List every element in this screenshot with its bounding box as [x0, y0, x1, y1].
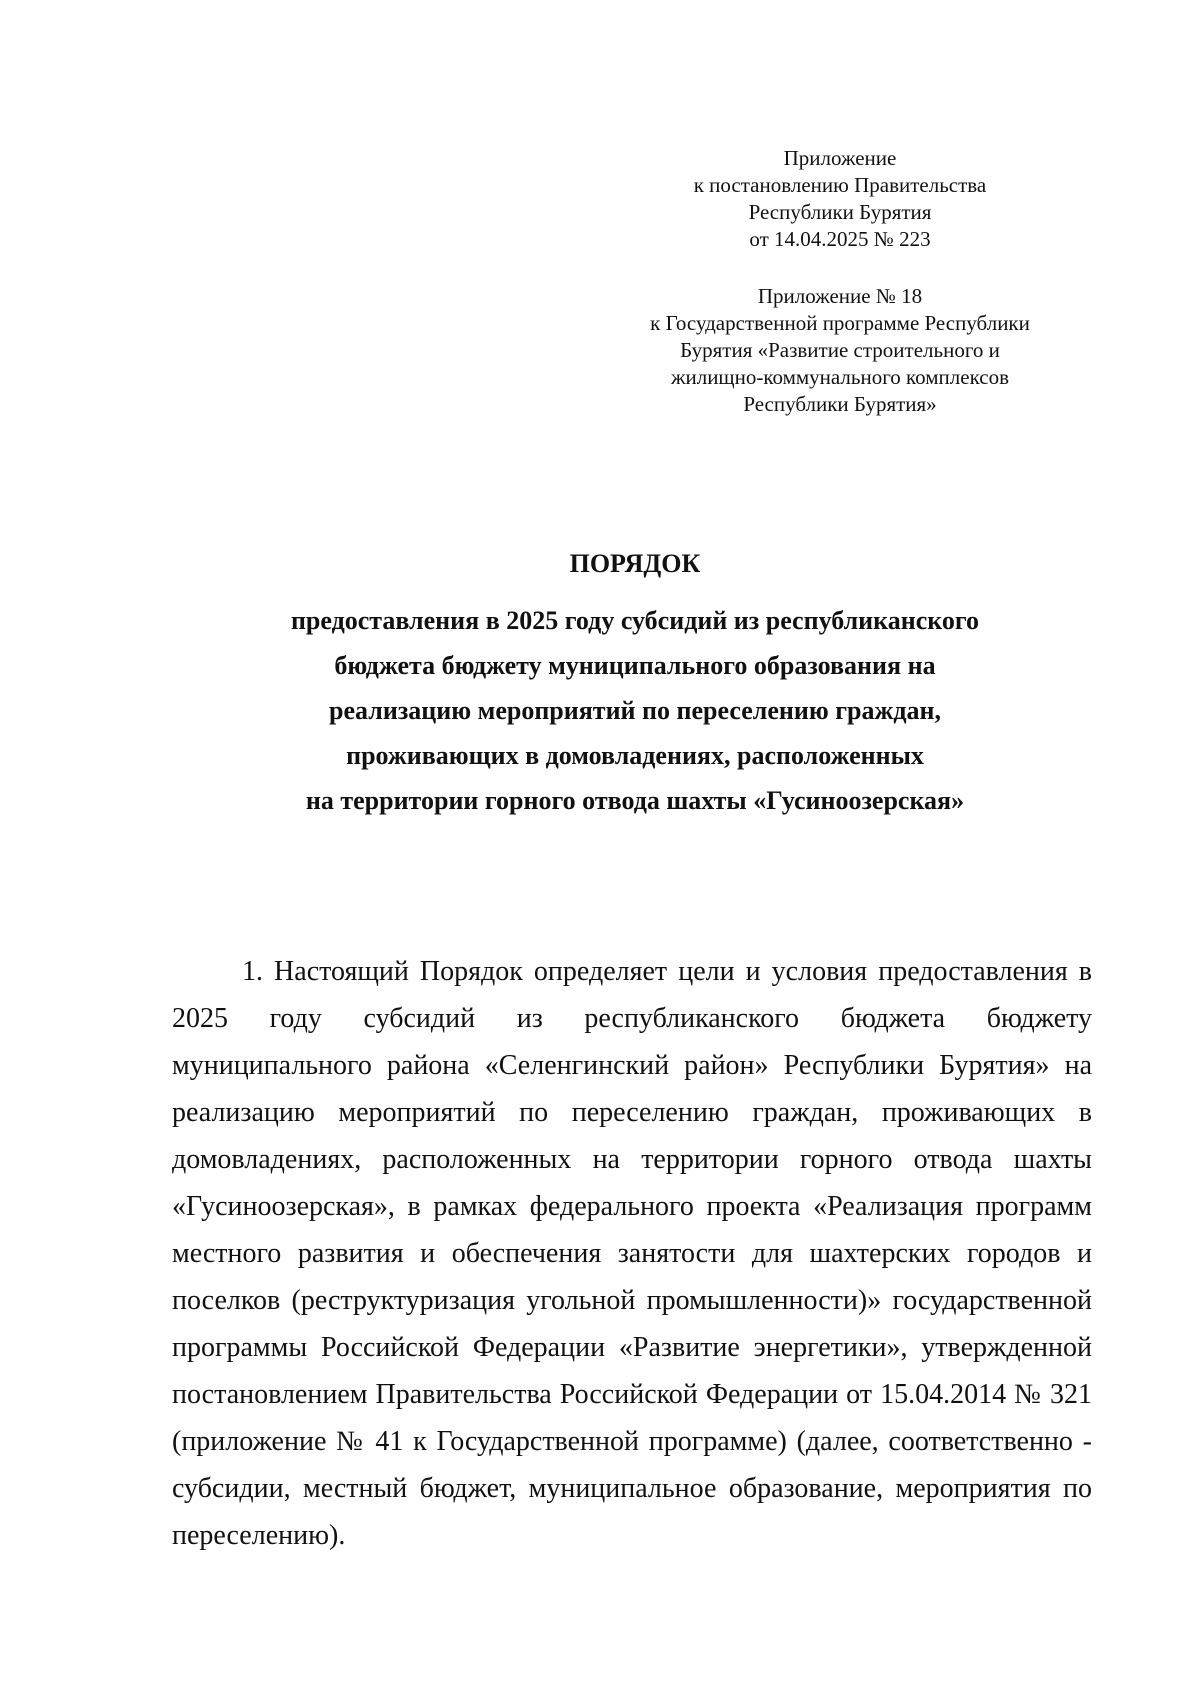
paragraph-1: [172, 948, 1092, 1559]
title-line: бюджета бюджету муниципального образования на: [334, 651, 936, 680]
paragraph-line: переселению).: [172, 1520, 346, 1551]
paragraph-line: «Гусиноозерская», в рамках федерального проекта «Реализация программ: [172, 1191, 1092, 1222]
paragraph-line: 2025 году субсидий из республиканского бюджета бюджету: [172, 1003, 1092, 1034]
attachment-line: Приложение № 18: [757, 284, 923, 308]
title-line: реализацию мероприятий по переселению граждан,: [329, 696, 941, 725]
paragraph-line: местного развития и обеспечения занятости для шахтерских городов и: [172, 1238, 1092, 1269]
paragraph-line: (приложение № 41 к Государственной программе) (далее, соответственно -: [172, 1426, 1092, 1457]
paragraph-line: программы Российской Федерации «Развитие энергетики», утвержденной: [172, 1332, 1092, 1363]
attachment-line: жилищно-коммунального комплексов: [670, 365, 1010, 389]
paragraph-line: поселков (реструктуризация угольной промышленности)» государственной: [172, 1285, 1092, 1316]
paragraph-line: 1. Настоящий Порядок определяет цели и условия предоставления в: [242, 956, 1092, 987]
attachment-line: Приложение: [783, 146, 897, 170]
attachment-line: Бурятия «Развитие строительного и: [680, 338, 1000, 362]
attachment-line: Республики Бурятия: [748, 200, 932, 224]
paragraph-line: домовладениях, расположенных на территории горного отвода шахты: [172, 1144, 1092, 1175]
title-heading: ПОРЯДОК: [569, 549, 701, 578]
attachment-line: от 14.04.2025 № 223: [749, 227, 931, 251]
attachment-line: Республики Бурятия»: [743, 392, 937, 416]
title-line: на территории горного отвода шахты «Гусиноозерская»: [305, 786, 965, 815]
attachment-line: к Государственной программе Республики: [650, 311, 1030, 335]
title-line: предоставления в 2025 году субсидий из республиканского: [290, 606, 980, 635]
attachment-line: к постановлению Правительства: [693, 173, 987, 197]
paragraph-line: реализацию мероприятий по переселению граждан, проживающих в: [172, 1097, 1092, 1128]
paragraph-line: субсидии, местный бюджет, муниципальное образование, мероприятия по: [172, 1473, 1092, 1504]
document-title: [160, 548, 1110, 823]
title-line: проживающих в домовладениях, расположенных: [346, 741, 924, 770]
attachment-header-program: [580, 283, 1100, 418]
attachment-header-resolution: [580, 145, 1100, 253]
paragraph-line: постановлением Правительства Российской Федерации от 15.04.2014 № 321: [172, 1379, 1092, 1410]
paragraph-line: муниципального района «Селенгинский район» Республики Бурятия» на: [172, 1050, 1092, 1081]
